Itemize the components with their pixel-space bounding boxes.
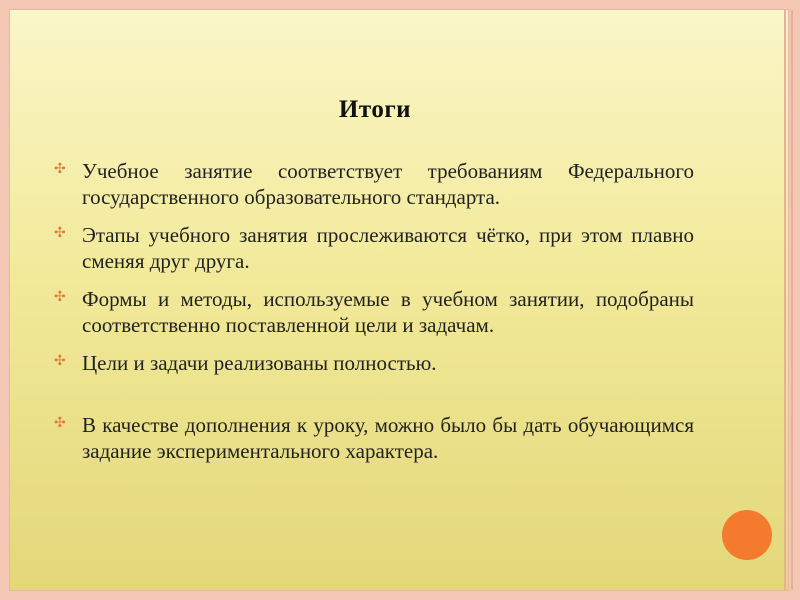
slide [10, 10, 788, 590]
bullet-icon: ✣ [54, 354, 66, 369]
list-item [52, 350, 694, 376]
list-item [52, 222, 694, 274]
list-item [52, 158, 694, 210]
decorative-line [791, 10, 793, 590]
slide-title: Итоги [338, 96, 412, 123]
decorative-line [784, 10, 786, 590]
list-item-text: Цели и задачи реализованы полностью. [82, 351, 437, 375]
list-item-text: Учебное занятие соответствует требованиям Федерального государственного образовательного стандарта. [82, 159, 694, 209]
bullet-icon: ✣ [54, 162, 66, 177]
list-item [52, 412, 694, 464]
decorative-circle [722, 510, 772, 560]
bullet-list [52, 158, 694, 476]
list-item-text: Этапы учебного занятия прослеживаются чётко, при этом плавно сменяя друг друга. [82, 223, 694, 273]
bullet-icon: ✣ [54, 226, 66, 241]
list-item-text: В качестве дополнения к уроку, можно было бы дать обучающимся задание экспериментального характера. [82, 413, 694, 463]
list-item [52, 286, 694, 338]
bullet-icon: ✣ [54, 290, 66, 305]
bullet-icon: ✣ [54, 416, 66, 431]
list-item-text: Формы и методы, используемые в учебном занятии, подобраны соответственно поставленной цели и задачам. [82, 287, 694, 337]
